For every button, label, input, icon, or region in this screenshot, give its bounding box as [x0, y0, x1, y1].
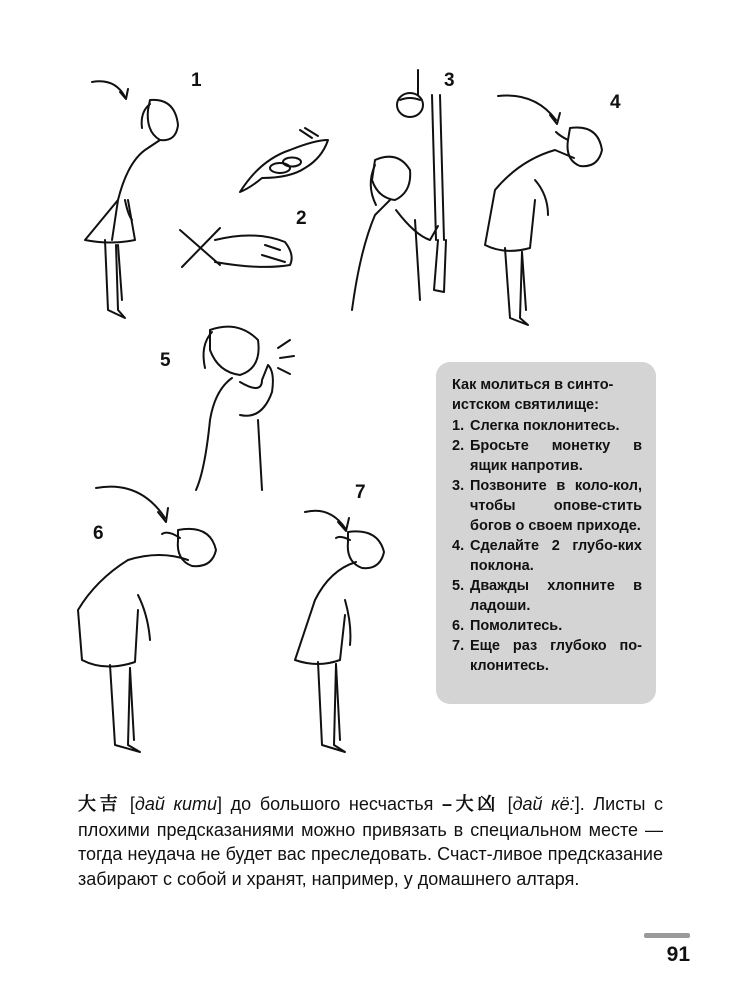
list-item	[452, 436, 642, 476]
item-text: Сделайте 2 глубо-ких поклона.	[470, 538, 642, 574]
item-text: Бросьте монетку в ящик напротив.	[470, 438, 642, 474]
figure-clap	[196, 327, 294, 490]
figure-deep-bow	[485, 96, 602, 326]
step-number-5: 5	[160, 350, 171, 371]
item-text: Помолитесь.	[470, 618, 563, 634]
list-item	[452, 476, 642, 536]
item-number: 3.	[452, 478, 465, 494]
prayer-instructions-box	[436, 362, 656, 704]
list-item	[452, 576, 642, 616]
reading-great-misfortune: дай кё:	[512, 794, 575, 814]
step-number-4: 4	[610, 92, 621, 113]
figure-throw-coin	[180, 128, 328, 267]
list-item	[452, 616, 642, 636]
kanji-great-misfortune: 大凶	[452, 794, 499, 815]
item-number: 1.	[452, 418, 465, 434]
figure-slight-bow	[85, 81, 178, 318]
item-text: Слегка поклонитесь.	[470, 418, 620, 434]
page-number-bar	[644, 933, 690, 938]
item-number: 6.	[452, 618, 465, 634]
item-number: 2.	[452, 438, 465, 454]
step-number-6: 6	[93, 523, 104, 544]
item-number: 7.	[452, 638, 465, 654]
instruction-list	[452, 416, 642, 676]
body-paragraph: 大吉 [дай кити] до большого несчастья –大凶 [дай кё:]. Листы с плохими предсказаниями можно привязать в специальном месте — тогда неудача не будет вас преследовать. Счаст-ливое предсказание забирают с собой и хранят, например, у домашнего алтаря.	[78, 794, 664, 889]
figure-final-bow	[295, 511, 384, 752]
item-text: Дважды хлопните в ладоши.	[470, 578, 642, 614]
item-number: 4.	[452, 538, 465, 554]
body-middle-text: до большого несчастья	[222, 794, 443, 814]
step-number-3: 3	[444, 70, 455, 91]
list-item	[452, 636, 642, 676]
list-item	[452, 416, 642, 436]
kanji-great-luck: 大吉	[78, 794, 122, 815]
step-number-2: 2	[296, 208, 307, 229]
page-number: 91	[666, 943, 690, 966]
info-box-title: Как молиться в синто-истском святилище:	[452, 377, 614, 413]
dash: –	[442, 794, 453, 814]
step-number-1: 1	[191, 70, 202, 91]
step-number-7: 7	[355, 482, 366, 503]
item-text: Еще раз глубоко по-клонитесь.	[470, 638, 642, 674]
figure-ring-bell	[352, 70, 446, 310]
item-number: 5.	[452, 578, 465, 594]
reading-great-luck: дай кити	[134, 794, 218, 814]
item-text: Позвоните в коло-кол, чтобы опове-стить богов о своем приходе.	[470, 478, 642, 534]
body-rest-text: . Листы с плохими предсказаниями можно привязать в специальном месте — тогда неудача не будет вас преследовать. Счаст-ливое предсказание забирают с собой и хранят, например, у домашнего алтаря.	[78, 794, 664, 889]
list-item	[452, 536, 642, 576]
